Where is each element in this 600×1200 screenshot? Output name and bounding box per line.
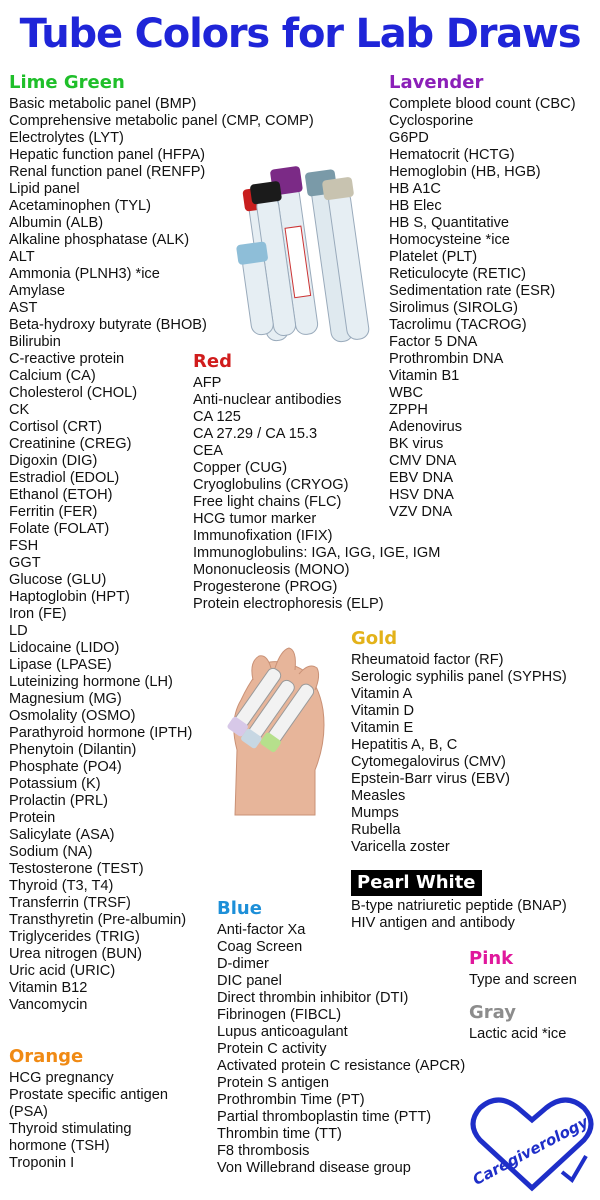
lavender-heading: Lavender [389,72,484,93]
list-item: Lactic acid *ice [469,1026,567,1042]
list-item: Von Willebrand disease group [217,1160,411,1176]
section-gray [469,1002,599,1043]
list-item: Uric acid (URIC) [9,963,116,979]
list-item: Salicylate (ASA) [9,827,115,843]
list-item: Sedimentation rate (ESR) [389,283,556,299]
list-item: HB Elec [389,198,442,214]
list-item: Beta-hydroxy butyrate (BHOB) [9,317,207,333]
list-item: Complete blood count (CBC) [389,96,576,112]
list-item: Ferritin (FER) [9,504,98,520]
list-item: Serologic syphilis panel (SYPHS) [351,669,567,685]
list-item: Acetaminophen (TYL) [9,198,151,214]
red-heading: Red [193,351,232,372]
list-item: Mononucleosis (MONO) [193,562,350,578]
list-item: Bilirubin [9,334,61,350]
list-item: Hematocrit (HCTG) [389,147,515,163]
list-item: Direct thrombin inhibitor (DTI) [217,990,409,1006]
section-gold [351,628,599,856]
list-item: Troponin I [9,1155,75,1171]
list-item: Free light chains (FLC) [193,494,342,510]
section-orange [9,1046,169,1172]
list-item: Lipid panel [9,181,80,197]
list-item: Basic metabolic panel (BMP) [9,96,197,112]
list-item: Partial thromboplastin time (PTT) [217,1109,432,1125]
list-item: Cholesterol (CHOL) [9,385,138,401]
list-item: C-reactive protein [9,351,125,367]
list-item: Sirolimus (SIROLG) [389,300,518,316]
list-item: HIV antigen and antibody [351,915,515,931]
list-item: Cryoglobulins (CRYOG) [193,477,349,493]
list-item: Triglycerides (TRIG) [9,929,140,945]
list-item: Hemoglobin (HB, HGB) [389,164,541,180]
list-item: Activated protein C resistance (APCR) [217,1058,466,1074]
list-item: Vitamin B1 [389,368,460,384]
list-item: Potassium (K) [9,776,101,792]
list-item: HSV DNA [389,487,454,503]
list-item: Protein electrophoresis (ELP) [193,596,384,612]
list-item: Fibrinogen (FIBCL) [217,1007,342,1023]
pink-heading: Pink [469,948,514,969]
list-item: Thyroid stimulating hormone (TSH) [9,1121,132,1154]
hand-holding-tubes-illustration [215,640,345,820]
list-item: HCG tumor marker [193,511,317,527]
list-item: Phenytoin (Dilantin) [9,742,137,758]
list-item: Creatinine (CREG) [9,436,132,452]
list-item: Hepatitis A, B, C [351,737,458,753]
list-item: Epstein-Barr virus (EBV) [351,771,510,787]
list-item: Ethanol (ETOH) [9,487,113,503]
list-item: Transferrin (TRSF) [9,895,131,911]
list-item: Measles [351,788,406,804]
caregiverology-logo [466,1090,598,1196]
list-item: VZV DNA [389,504,453,520]
list-item: B-type natriuretic peptide (BNAP) [351,898,567,914]
list-item: HB A1C [389,181,441,197]
list-item: Albumin (ALB) [9,215,104,231]
pearl-white-heading: Pearl White [351,870,482,896]
list-item: Electrolytes (LYT) [9,130,124,146]
list-item: Prothrombin DNA [389,351,504,367]
list-item: Vitamin B12 [9,980,88,996]
list-item: G6PD [389,130,429,146]
list-item: Alkaline phosphatase (ALK) [9,232,190,248]
list-item: Luteinizing hormone (LH) [9,674,173,690]
list-item: Anti-factor Xa [217,922,306,938]
list-item: Anti-nuclear antibodies [193,392,342,408]
list-item: Haptoglobin (HPT) [9,589,130,605]
list-item: Protein S antigen [217,1075,329,1091]
list-item: Type and screen [469,972,577,988]
list-item: Urea nitrogen (BUN) [9,946,143,962]
list-item: Renal function panel (RENFP) [9,164,206,180]
list-item: Sodium (NA) [9,844,93,860]
list-item: Parathyroid hormone (IPTH) [9,725,193,741]
list-item: Cytomegalovirus (CMV) [351,754,506,770]
page-title: Tube Colors for Lab Draws [19,11,581,57]
list-item: DIC panel [217,973,282,989]
list-item: CA 27.29 / CA 15.3 [193,426,318,442]
list-item: Prolactin (PRL) [9,793,108,809]
list-item: HB S, Quantitative [389,215,510,231]
gray-list [469,1026,599,1043]
list-item: BK virus [389,436,444,452]
list-item: LD [9,623,28,639]
list-item: D-dimer [217,956,269,972]
list-item: CEA [193,443,224,459]
list-item: Cortisol (CRT) [9,419,102,435]
list-item: F8 thrombosis [217,1143,310,1159]
list-item: Vitamin E [351,720,414,736]
list-item: Factor 5 DNA [389,334,478,350]
list-item: Adenovirus [389,419,463,435]
list-item: Amylase [9,283,65,299]
list-item: Protein C activity [217,1041,327,1057]
list-item: CA 125 [193,409,241,425]
gold-list [351,652,599,856]
logo-text: Caregiverology [469,1112,592,1189]
list-item: Phosphate (PO4) [9,759,122,775]
list-item: Mumps [351,805,399,821]
list-item: ALT [9,249,35,265]
list-item: Magnesium (MG) [9,691,122,707]
list-item: Copper (CUG) [193,460,288,476]
list-item: Transthyretin (Pre-albumin) [9,912,187,928]
list-item: Ammonia (PLNH3) *ice [9,266,160,282]
section-pink [469,948,599,989]
list-item: Iron (FE) [9,606,67,622]
gray-heading: Gray [469,1002,516,1023]
list-item: Rheumatoid factor (RF) [351,652,504,668]
list-item: Hepatic function panel (HFPA) [9,147,206,163]
list-item: CMV DNA [389,453,457,469]
list-item: GGT [9,555,41,571]
list-item: Immunofixation (IFIX) [193,528,333,544]
list-item: AFP [193,375,222,391]
blood-tubes-illustration [236,155,386,350]
list-item: CK [9,402,30,418]
list-item: HCG pregnancy [9,1070,114,1086]
list-item: Varicella zoster [351,839,450,855]
list-item: Platelet (PLT) [389,249,478,265]
list-item: ZPPH [389,402,428,418]
gold-heading: Gold [351,628,398,649]
list-item: Osmolality (OSMO) [9,708,136,724]
list-item: Coag Screen [217,939,303,955]
list-item: AST [9,300,38,316]
orange-list [9,1070,169,1172]
list-item: Cyclosporine [389,113,474,129]
list-item: Vitamin D [351,703,414,719]
orange-heading: Orange [9,1046,84,1067]
list-item: Tacrolimu (TACROG) [389,317,527,333]
list-item: Thyroid (T3, T4) [9,878,114,894]
blue-heading: Blue [217,898,262,919]
list-item: FSH [9,538,39,554]
list-item: EBV DNA [389,470,454,486]
list-item: Testosterone (TEST) [9,861,144,877]
list-item: Comprehensive metabolic panel (CMP, COMP) [9,113,314,129]
list-item: Prothrombin Time (PT) [217,1092,365,1108]
section-red [193,351,473,613]
list-item: Vitamin A [351,686,413,702]
list-item: Thrombin time (TT) [217,1126,342,1142]
list-item: Estradiol (EDOL) [9,470,120,486]
list-item: Prostate specific antigen (PSA) [9,1087,168,1120]
list-item: Lupus anticoagulant [217,1024,348,1040]
list-item: Progesterone (PROG) [193,579,338,595]
list-item: WBC [389,385,424,401]
list-item: Rubella [351,822,401,838]
list-item: Vancomycin [9,997,88,1013]
list-item: Homocysteine *ice [389,232,510,248]
pink-list [469,972,599,989]
lime-green-heading: Lime Green [9,72,125,93]
red-list [193,375,473,613]
list-item: Lidocaine (LIDO) [9,640,120,656]
list-item: Reticulocyte (RETIC) [389,266,527,282]
list-item: Glucose (GLU) [9,572,107,588]
list-item: Lipase (LPASE) [9,657,112,673]
list-item: Folate (FOLAT) [9,521,110,537]
list-item: Protein [9,810,56,826]
list-item: Digoxin (DIG) [9,453,98,469]
list-item: Immunoglobulins: IGA, IGG, IGE, IGM [193,545,441,561]
list-item: Calcium (CA) [9,368,96,384]
